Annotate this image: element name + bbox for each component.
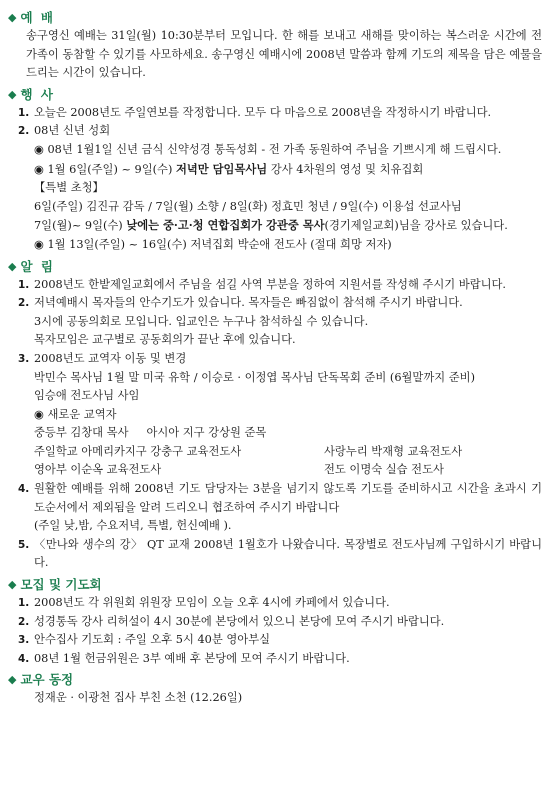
section-title-notices: ◆ 알 림 [8, 258, 55, 274]
list-item: 2. 저녁예배시 목자들의 안수기도가 있습니다. 목자들은 빠짐없이 참석해 주시기 바랍니다. [18, 296, 463, 310]
event-detail: ◉ 1월 13일(주일) ~ 16일(수) 저녁집회 박순애 전도사 (절대 희망 저자) [34, 237, 392, 251]
notice-detail: 임승애 전도사님 사임 [34, 389, 140, 403]
notice-detail-row: 영아부 이순옥 교육전도사 전도 이명숙 실습 전도사 [34, 463, 444, 477]
members-text: 정재운 · 이광천 집사 부친 소천 (12.26일) [34, 691, 243, 705]
section-title-events: ◆ 행 사 [8, 86, 55, 102]
notice-detail: 박민수 목사님 1월 말 미국 유학 / 이승로 · 이정엽 목사님 단독목회 준비 (6월말까지 준비) [34, 370, 475, 384]
event-detail: ◉ 1월 6일(주일) ~ 9일(수) 저녁만 담임목사님 강사 4차원의 영성 및 치유집회 [34, 161, 424, 176]
diamond-icon: ◆ [8, 87, 17, 101]
section-title-recruit: ◆ 모집 및 기도회 [8, 577, 102, 593]
list-item: 4. 08년 1월 헌금위원은 3부 예배 후 본당에 모여 주시기 바랍니다. [18, 651, 350, 665]
diamond-icon: ◆ [8, 673, 17, 687]
list-item: 1. 2008년도 각 위원회 위원장 모임이 오늘 오후 4시에 카페에서 있습니다. [18, 596, 390, 610]
section-worship [8, 8, 542, 83]
list-item: 5. 〈만나와 생수의 강〉 QT 교재 2008년 1월호가 나왔습니다. 목장별로 전도사님께 구입하시기 바랍니다. [18, 537, 542, 570]
list-item: 2. 08년 신년 성회 [18, 124, 111, 138]
list-item: 1. 2008년도 한밭제일교회에서 주님을 섬길 사역 부분을 정하여 지원서를 작성해 주시기 바랍니다. [18, 277, 507, 291]
section-title-worship: ◆ 예 배 [8, 10, 55, 25]
diamond-icon: ◆ [8, 11, 17, 24]
diamond-icon: ◆ [8, 259, 17, 273]
list-item: 4. 원활한 예배를 위해 2008년 기도 담당자는 3분을 넘기지 않도록 기도를 준비하시고 시간을 초과시 기도순서에서 제외됨을 알려 드리오니 협조하여 주시기 바랍니다 [18, 482, 542, 514]
notice-detail: ◉ 새로운 교역자 [34, 407, 117, 421]
notice-detail: (주일 낮,밤, 수요저녁, 특별, 헌신예배 ). [34, 519, 232, 533]
event-detail: ◉ 08년 1월1일 신년 금식 신약성경 통독성회 - 전 가족 동원하여 주님을 기쁘시게 해 드립시다. [34, 142, 502, 156]
event-detail: 7일(월)~ 9일(수) 낮에는 중·고·청 연합집회가 강관중 목사(경기제일교회)님을 강사로 있습니다. [34, 218, 508, 233]
section-recruit [8, 575, 542, 668]
special-invite-label: 【특별 초청】 [34, 181, 104, 195]
event-detail: 6일(주일) 김진규 감독 / 7일(월) 소향 / 8일(화) 정효민 청년 / 9일(수) 이용섭 선교사님 [34, 199, 462, 213]
worship-text: 송구영신 예배는 31일(월) 10:30분부터 모입니다. 한 해를 보내고 새해를 맞이하는 복스러운 시간에 전 가족이 동참할 수 있기를 사모하세요. 송구영신 예배시에 2008년 말씀과 함께 기도의 제목을 담은 예물을 드리는 시간이 있습니다. [26, 29, 542, 80]
diamond-icon: ◆ [8, 578, 17, 592]
section-notices [8, 257, 542, 574]
section-events [8, 85, 542, 255]
notice-detail-row: 주일학교 아메리카지구 강충구 교육전도사 사랑누리 박재형 교육전도사 [34, 444, 463, 458]
section-title-members: ◆ 교우 동정 [8, 672, 74, 688]
section-members [8, 670, 542, 708]
list-item: 3. 2008년도 교역자 이동 및 변경 [18, 351, 187, 365]
list-item: 1. 오늘은 2008년도 주일연보를 작정합니다. 모두 다 마음으로 2008년을 작정하시기 바랍니다. [18, 105, 492, 119]
notice-detail: 3시에 공동의회로 모입니다. 입교인은 누구나 참석하실 수 있습니다. [34, 314, 369, 328]
list-item: 3. 안수집사 기도회 : 주일 오후 5시 40분 영아부실 [18, 633, 271, 647]
notice-detail: 목자모임은 교구별로 공동회의가 끝난 후에 있습니다. [34, 333, 296, 347]
notice-detail: 중등부 김창대 목사 아시아 지구 강상원 준목 [34, 426, 267, 440]
list-item: 2. 성경통독 강사 리허설이 4시 30분에 본당에서 있으니 본당에 모여 주시기 바랍니다. [18, 614, 445, 628]
